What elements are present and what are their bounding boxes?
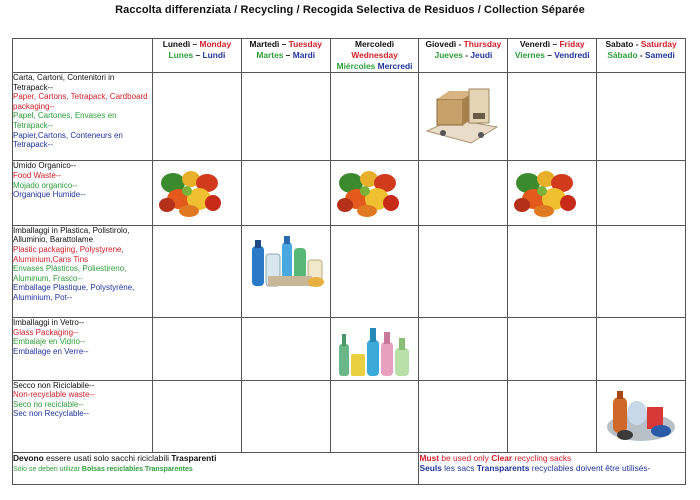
- schedule-cell-friday: [508, 380, 597, 452]
- schedule-cell-saturday: [597, 380, 686, 452]
- category-label-en: Food Waste--: [13, 171, 62, 181]
- schedule-cell-tuesday: [241, 161, 330, 225]
- category-label: [13, 225, 153, 317]
- category-row: [13, 225, 686, 317]
- day-header-4: Venerdì – Friday Viernes – Vendredi: [508, 39, 597, 73]
- schedule-cell-thursday: [419, 318, 508, 380]
- schedule-cell-tuesday: [241, 225, 330, 317]
- schedule-cell-saturday: [597, 161, 686, 225]
- schedule-cell-monday: [153, 380, 242, 452]
- schedule-cell-wednesday: [330, 225, 419, 317]
- category-label-it: Imballaggi in Vetro--: [13, 318, 85, 328]
- footer-left: Devono essere usati solo sacchi riciclabili Trasparenti Sólo se deben utilizar Bolsas reciclables Transparentes: [13, 453, 419, 485]
- schedule-cell-saturday: [597, 318, 686, 380]
- category-label-en: Non-recyclable waste--: [13, 390, 95, 400]
- day-header-0: Lunedì – Monday Lunes – Lundi: [153, 39, 242, 73]
- schedule-cell-wednesday: [330, 318, 419, 380]
- day-header-5: Sabato - Saturday Sábado - Samedi: [597, 39, 686, 73]
- footer-row: [13, 453, 686, 485]
- schedule-cell-saturday: [597, 225, 686, 317]
- category-label: [13, 73, 153, 161]
- schedule-cell-wednesday: [330, 73, 419, 161]
- category-label-es: Envases Plásticos, Poliestireno, Aluminum, Frasco--: [13, 264, 127, 283]
- schedule-cell-saturday: [597, 73, 686, 161]
- category-label-it: Carta, Cartoni, Contenitori in Tetrapack--: [13, 73, 115, 92]
- glass-bottles-icon: [335, 324, 413, 385]
- day-header-row: [13, 39, 686, 73]
- category-label-es: Embalaje en Vidrio--: [13, 337, 86, 347]
- schedule-cell-friday: [508, 161, 597, 225]
- schedule-cell-monday: [153, 73, 242, 161]
- page-title: Raccolta differenziata / Recycling / Recogida Selectiva de Residuos / Collection Séparée: [115, 4, 585, 16]
- schedule-cell-friday: [508, 318, 597, 380]
- category-label-it: Umido Organico--: [13, 161, 77, 171]
- category-label-en: Paper, Cartons, Tetrapack, Cardboard packaging--: [13, 92, 148, 111]
- schedule-cell-wednesday: [330, 161, 419, 225]
- category-label-fr: Emballage en Verre--: [13, 347, 89, 357]
- category-label: [13, 318, 153, 380]
- schedule-cell-tuesday: [241, 318, 330, 380]
- day-header-1: Martedì – Tuesday Martes – Mardi: [241, 39, 330, 73]
- schedule-cell-thursday: [419, 161, 508, 225]
- non-recyclable-icon: [601, 387, 679, 452]
- schedule-cell-wednesday: [330, 380, 419, 452]
- category-label-en: Glass Packaging--: [13, 327, 79, 337]
- category-label: [13, 161, 153, 225]
- schedule-cell-friday: [508, 225, 597, 317]
- category-label-en: Plastic packaging, Polystyrene, Aluminium,Cans Tins: [13, 244, 124, 264]
- schedule-cell-tuesday: [241, 380, 330, 452]
- category-label: [13, 380, 153, 452]
- cardboard-icon: [423, 83, 501, 154]
- food-waste-icon: [512, 167, 578, 224]
- day-header-3: Giovedì - Thursday Jueves - Jeudi: [419, 39, 508, 73]
- schedule-cell-thursday: [419, 380, 508, 452]
- schedule-cell-monday: [153, 161, 242, 225]
- schedule-cell-friday: [508, 73, 597, 161]
- corner-cell: [13, 39, 153, 73]
- category-label-es: Mojado organico--: [13, 180, 78, 190]
- recycling-schedule-table: [12, 38, 686, 485]
- category-label-fr: Organique Humide--: [13, 190, 86, 200]
- plastic-bottles-icon: [246, 232, 328, 297]
- category-row: [13, 318, 686, 380]
- schedule-cell-thursday: [419, 225, 508, 317]
- category-row: [13, 161, 686, 225]
- category-label-it: Imballaggi in Plastica, Polistirolo, Alluminio, Barattolame: [13, 225, 130, 245]
- schedule-cell-monday: [153, 225, 242, 317]
- category-row: [13, 73, 686, 161]
- schedule-cell-tuesday: [241, 73, 330, 161]
- schedule-cell-monday: [153, 318, 242, 380]
- category-label-es: Papel, Cartones, Envases en Tetrapack--: [13, 111, 117, 130]
- category-label-fr: Papier,Cartons, Conteneurs en Tetrapack--: [13, 130, 123, 150]
- schedule-cell-thursday: [419, 73, 508, 161]
- category-row: [13, 380, 686, 452]
- category-label-it: Secco non Riciclabile--: [13, 380, 95, 390]
- food-waste-icon: [335, 167, 401, 224]
- food-waste-icon: [157, 167, 223, 224]
- category-label-fr: Sec non Recyclable--: [13, 409, 90, 419]
- day-header-2: Mercoledì Wednesday Miércoles Mercredi: [330, 39, 419, 73]
- category-label-fr: Emballage Plastique, Polystyrène, Aluminium, Pot--: [13, 283, 135, 302]
- category-label-es: Seco no reciclable--: [13, 399, 84, 409]
- footer-right: Must be used only Clear recycling sacks Seuls les sacs Transparents recyclables doivent être utilisés-: [419, 453, 686, 485]
